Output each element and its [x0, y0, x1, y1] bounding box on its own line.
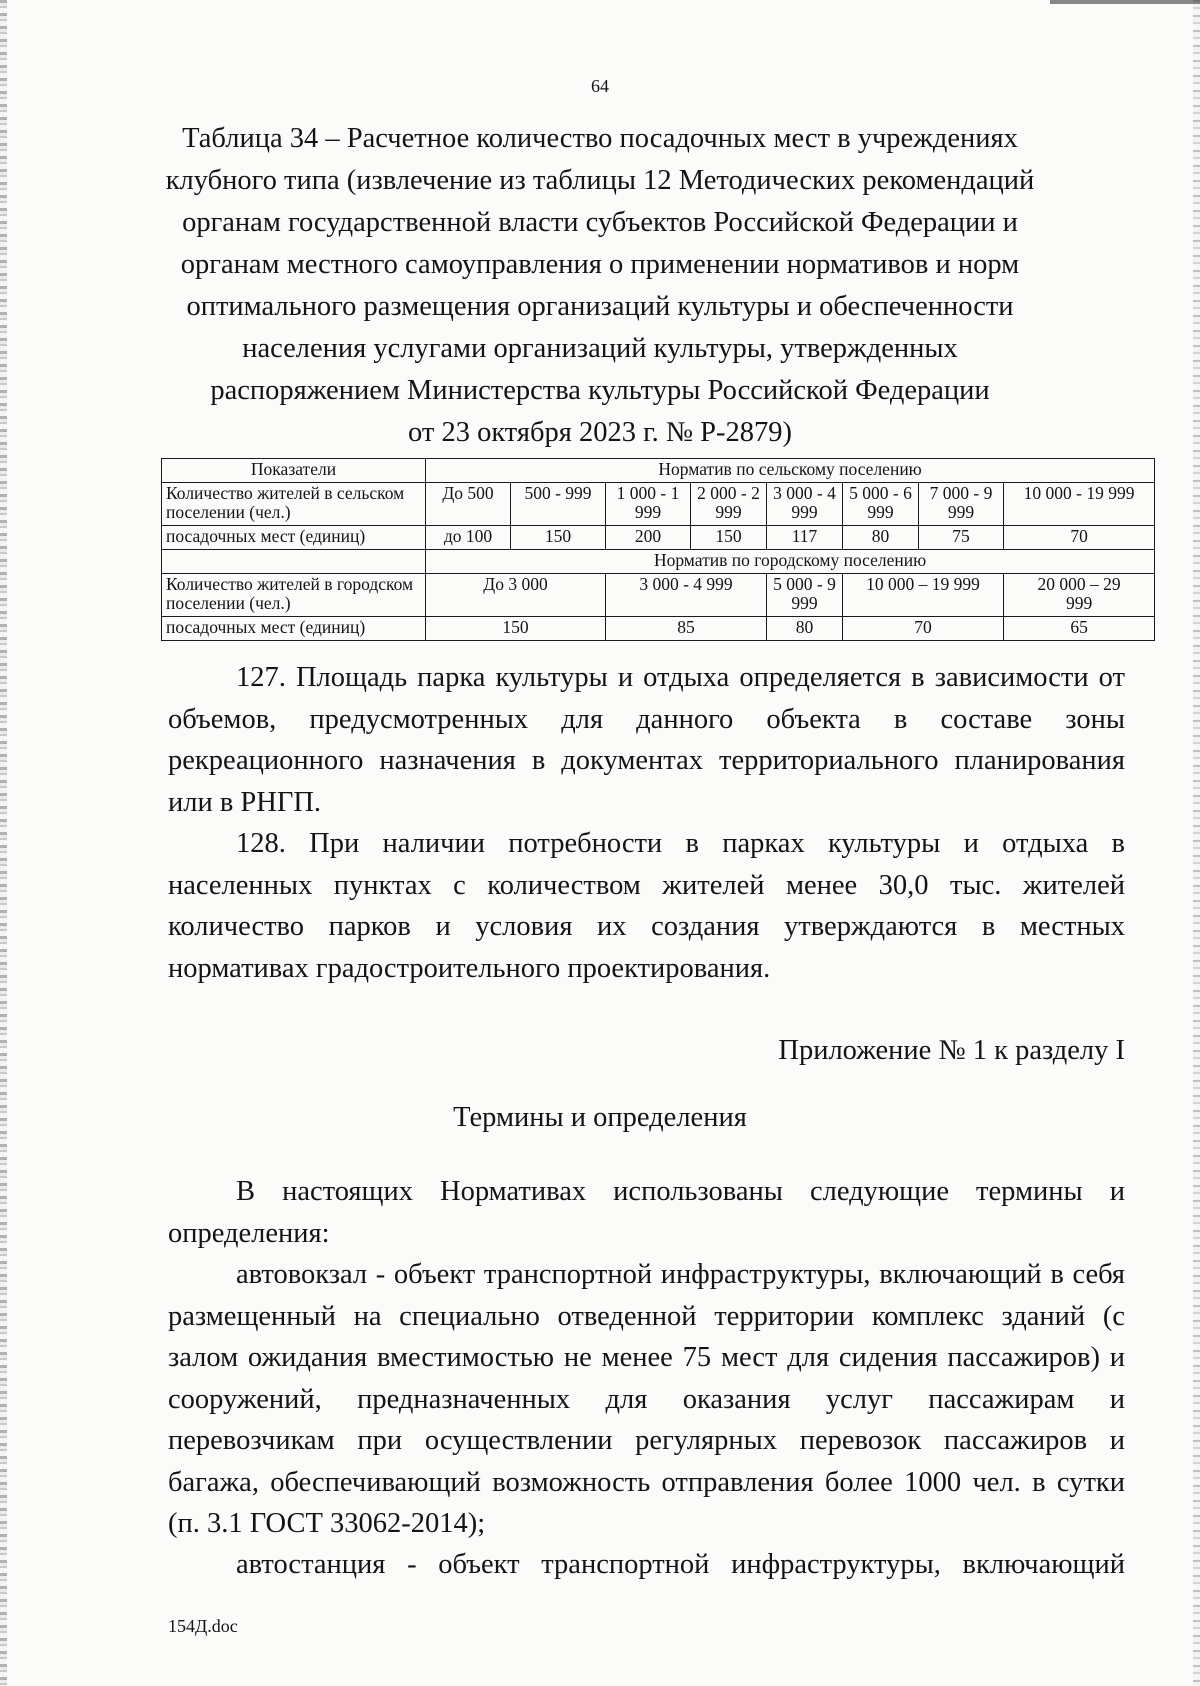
table-caption [150, 118, 1050, 454]
table-cell: 20 000 – 29 999 [1004, 574, 1155, 617]
table-cell: 5 000 - 9 999 [767, 574, 843, 617]
table-cell: 10 000 – 19 999 [843, 574, 1004, 617]
table-cell: 65 [1004, 617, 1155, 641]
table-cell: посадочных мест (единиц) [162, 526, 426, 550]
scan-edge-right [1193, 0, 1200, 1686]
table-cell: 10 000 - 19 999 [1004, 483, 1155, 526]
caption-line: Таблица 34 – Расчетное количество посадочных мест в учреждениях [182, 123, 1018, 154]
caption-line: органам местного самоуправления о применении нормативов и норм [180, 249, 1020, 280]
table-cell: 150 [426, 617, 606, 641]
table-cell: 1 000 - 1 999 [606, 483, 691, 526]
table-cell: 75 [919, 526, 1004, 550]
table-cell: Норматив по сельскому поселению [426, 459, 1155, 483]
table-cell: 70 [843, 617, 1004, 641]
table-cell: до 100 [426, 526, 511, 550]
caption-line: распоряжением Министерства культуры Российской Федерации [210, 375, 990, 406]
table-cell: 7 000 - 9 999 [919, 483, 1004, 526]
table-cell: Норматив по городскому поселению [426, 550, 1155, 574]
page-number: 64 [591, 76, 609, 96]
table-cell: 2 000 - 2 999 [691, 483, 767, 526]
table-cell: 200 [606, 526, 691, 550]
table-cell [162, 550, 426, 574]
table-cell: Количество жителей в сельском поселении (чел.) [162, 483, 426, 526]
table-cell: До 3 000 [426, 574, 606, 617]
table-row [162, 526, 1155, 550]
table-cell: 5 000 - 6 999 [843, 483, 919, 526]
paragraph-127: 127. Площадь парка культуры и отдыха определяется в зависимости от объемов, предусмотренных для данного объекта в составе зоны рекреационного назначения в документах территориального планирования или в РНГП. [168, 662, 1125, 818]
table-cell: 500 - 999 [511, 483, 606, 526]
section-heading: Термины и определения [453, 1102, 747, 1133]
caption-line: от 23 октября 2023 г. № Р-2879) [408, 417, 792, 448]
term-bus-terminal: автовокзал - объект транспортной инфраструктуры, включающий в себя размещенный на специально отведенной территории комплекс зданий (с залом ожидания вместимостью не менее 75 мест для сидения пассажиров) и сооружений, предназначенных для оказания услуг пассажирам и перевозчикам при осуществлении регулярных перевозок пассажиров и багажа, обеспечивающий возможность отправления более 1000 чел. в сутки (п. 3.1 ГОСТ 33062-2014); [168, 1259, 1125, 1539]
term-bus-station: автостанция - объект транспортной инфраструктуры, включающий [236, 1549, 1125, 1580]
table-cell: 150 [511, 526, 606, 550]
caption-line: органам государственной власти субъектов Российской Федерации и [182, 207, 1018, 238]
footer-filename: 154Д.doc [168, 1616, 238, 1636]
seats-norms-table [161, 458, 1155, 641]
table-row [162, 459, 1155, 483]
appendix-title: Приложение № 1 к разделу I [778, 1035, 1125, 1066]
table-row [162, 617, 1155, 641]
caption-line: населения услугами организаций культуры, утвержденных [242, 333, 958, 364]
table-cell: 3 000 - 4 999 [767, 483, 843, 526]
table-cell: До 500 [426, 483, 511, 526]
table-cell: 117 [767, 526, 843, 550]
table-cell: 150 [691, 526, 767, 550]
table-row [162, 483, 1155, 526]
table-cell: 80 [843, 526, 919, 550]
table-row [162, 574, 1155, 617]
table-cell: 80 [767, 617, 843, 641]
table-cell: Количество жителей в городском поселении (чел.) [162, 574, 426, 617]
table-cell: 70 [1004, 526, 1155, 550]
table-cell: посадочных мест (единиц) [162, 617, 426, 641]
scan-edge-left [0, 0, 7, 1686]
table-row [162, 550, 1155, 574]
caption-line: оптимального размещения организаций культуры и обеспеченности [186, 291, 1014, 322]
scan-corner-mark [1050, 0, 1200, 4]
table-cell: Показатели [162, 459, 426, 483]
intro-paragraph: В настоящих Нормативах использованы следующие термины и определения: [168, 1176, 1125, 1249]
paragraph-128: 128. При наличии потребности в парках культуры и отдыха в населенных пунктах с количеством жителей менее 30,0 тыс. жителей количество парков и условия их создания утверждаются в местных нормативах градостроительного проектирования. [168, 828, 1125, 984]
table-cell: 3 000 - 4 999 [606, 574, 767, 617]
caption-line: клубного типа (извлечение из таблицы 12 Методических рекомендаций [165, 165, 1035, 196]
table-cell: 85 [606, 617, 767, 641]
